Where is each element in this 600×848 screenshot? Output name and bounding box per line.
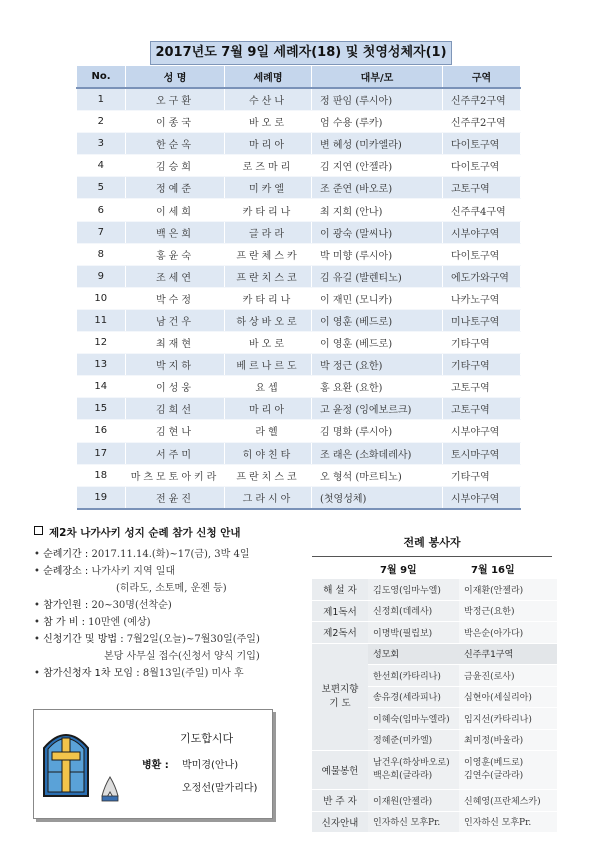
- table-cell: 김승희: [126, 155, 225, 177]
- col-no: No.: [77, 66, 126, 88]
- table-cell: 다이토구역: [443, 243, 521, 265]
- baptism-table: [76, 66, 521, 510]
- table-cell: 9: [77, 265, 126, 287]
- table-cell: 고 윤정 (잉에보르크): [312, 398, 443, 420]
- table-cell: 3: [77, 133, 126, 155]
- table-cell: 전윤진: [126, 486, 225, 509]
- table-cell: 10: [77, 287, 126, 309]
- service-row-intercession: 정혜준(미카엘) 최미정(바울라): [312, 729, 557, 751]
- notice-apply: • 신청기간 및 방법 : 7월2일(오늘)~7월30일(주일): [34, 634, 260, 645]
- table-cell: 박 정근 (요한): [312, 354, 443, 376]
- service-header: [312, 557, 557, 579]
- service-col-2: 7월 16일: [471, 564, 515, 576]
- col-godparent: 대부/모: [312, 66, 443, 88]
- table-cell: 16: [77, 420, 126, 442]
- service-row-intercession: 한선희(카타리나) 금윤진(로사): [312, 665, 557, 687]
- table-cell: 그라시아: [225, 486, 312, 509]
- prayer-person-1: 박미경(안나): [182, 760, 239, 771]
- table-cell: 최 지희 (안나): [312, 199, 443, 221]
- table-cell: 기타구역: [443, 332, 521, 354]
- service-row-guide: 신자안내 인자하신 모후Pr. 인자하신 모후Pr.: [312, 811, 557, 833]
- notice-people: • 참가인원 : 20~30명(선착순): [34, 600, 172, 611]
- table-cell: 미나토구역: [443, 309, 521, 331]
- table-cell: 시부야구역: [443, 486, 521, 509]
- table-cell: 기타구역: [443, 464, 521, 486]
- table-row: [77, 221, 521, 243]
- table-cell: 마리아: [225, 398, 312, 420]
- table-header: [77, 66, 521, 88]
- table-row: [77, 155, 521, 177]
- prayer-title: 기도합시다: [180, 732, 234, 745]
- table-cell: 박지하: [126, 354, 225, 376]
- table-cell: 이세희: [126, 199, 225, 221]
- table-row: [77, 265, 521, 287]
- table-cell: 홍 요환 (요한): [312, 376, 443, 398]
- service-row-reader1: 제1독서 신정희(데레사) 박정근(요한): [312, 600, 557, 622]
- table-cell: 이 광숙 (말씨나): [312, 221, 443, 243]
- table-row: [77, 133, 521, 155]
- table-cell: 글라라: [225, 221, 312, 243]
- table-cell: 정 판임 (루시아): [312, 88, 443, 111]
- table-cell: 2: [77, 111, 126, 133]
- table-cell: 6: [77, 199, 126, 221]
- service-row-commentator: 해 설 자 김도영(임마누엘) 이재환(안젤라): [312, 579, 557, 600]
- table-row: [77, 199, 521, 221]
- table-cell: 시부야구역: [443, 221, 521, 243]
- praying-hands-icon: [96, 774, 124, 802]
- table-cell: 서주미: [126, 442, 225, 464]
- service-row-offering: 예물봉헌 남건우(하상바오로) 백은희(글라라) 이영훈(베드로) 김연수(글라라): [312, 751, 557, 790]
- table-cell: 히야친타: [225, 442, 312, 464]
- table-cell: 요셉: [225, 376, 312, 398]
- table-cell: 14: [77, 376, 126, 398]
- table-cell: 백은희: [126, 221, 225, 243]
- table-cell: 박수정: [126, 287, 225, 309]
- table-cell: 프란치스코: [225, 265, 312, 287]
- table-cell: 다이토구역: [443, 133, 521, 155]
- stained-glass-cross-icon: [42, 722, 90, 798]
- table-cell: 고토구역: [443, 177, 521, 199]
- table-cell: 고토구역: [443, 376, 521, 398]
- table-cell: 고토구역: [443, 398, 521, 420]
- table-cell: 13: [77, 354, 126, 376]
- table-cell: 김 명화 (루시아): [312, 420, 443, 442]
- table-row: [77, 332, 521, 354]
- pilgrimage-notice: [34, 525, 304, 682]
- table-cell: 조세연: [126, 265, 225, 287]
- col-name: 성 명: [126, 66, 225, 88]
- table-cell: 15: [77, 398, 126, 420]
- table-cell: 시부야구역: [443, 420, 521, 442]
- checkbox-square-icon: [34, 526, 43, 535]
- service-row-intercession: 송유경(세라피나) 심현아(세실리아): [312, 686, 557, 708]
- page-title: 2017년도 7월 9일 세례자(18) 및 첫영성체자(1): [150, 41, 452, 65]
- col-baptismal-name: 세례명: [225, 66, 312, 88]
- table-cell: 조 래은 (소화데레사): [312, 442, 443, 464]
- notice-meeting: • 참가신청자 1차 모임 : 8월13일(주일) 미사 후: [34, 668, 244, 679]
- table-cell: 변 혜성 (미카엘라): [312, 133, 443, 155]
- table-cell: 다이토구역: [443, 155, 521, 177]
- table-row: [77, 464, 521, 486]
- table-cell: 엄 수용 (루카): [312, 111, 443, 133]
- table-cell: 이 재민 (모니카): [312, 287, 443, 309]
- table-cell: 이성웅: [126, 376, 225, 398]
- service-title: 전례 봉사자: [312, 534, 552, 557]
- table-row: [77, 398, 521, 420]
- table-cell: 바오로: [225, 332, 312, 354]
- table-cell: 김현나: [126, 420, 225, 442]
- table-cell: 베르나르도: [225, 354, 312, 376]
- table-cell: 18: [77, 464, 126, 486]
- table-cell: 토시마구역: [443, 442, 521, 464]
- service-row-intercession: 이혜숙(임마누엘라) 임지선(카타리나): [312, 708, 557, 730]
- table-cell: 신주쿠2구역: [443, 111, 521, 133]
- table-cell: 하상바오로: [225, 309, 312, 331]
- service-col-1: 7월 9일: [380, 564, 417, 576]
- table-cell: 카타리나: [225, 287, 312, 309]
- table-cell: 프란치스코: [225, 464, 312, 486]
- table-cell: 조 준연 (바오로): [312, 177, 443, 199]
- table-cell: 5: [77, 177, 126, 199]
- table-cell: 남건우: [126, 309, 225, 331]
- table-row: [77, 309, 521, 331]
- table-cell: 이 영훈 (베드로): [312, 309, 443, 331]
- table-cell: 홍윤숙: [126, 243, 225, 265]
- table-cell: 마리아: [225, 133, 312, 155]
- table-cell: 1: [77, 88, 126, 111]
- notice-period: • 순례기간 : 2017.11.14.(화)~17(금), 3박 4일: [34, 549, 250, 560]
- notice-place-sub: (히라도, 소토메, 운젠 등): [116, 583, 227, 594]
- service-row-organist: 반 주 자 이재원(안젤라) 신혜영(프란체스카): [312, 790, 557, 812]
- table-cell: 바오로: [225, 111, 312, 133]
- table-cell: 로즈마리: [225, 155, 312, 177]
- table-cell: 7: [77, 221, 126, 243]
- table-cell: 12: [77, 332, 126, 354]
- table-cell: 4: [77, 155, 126, 177]
- service-row-intercession-group: 보편지향 기 도 성모회 신주쿠1구역: [312, 643, 557, 665]
- prayer-person-2: 오정선(말가리다): [182, 783, 258, 794]
- table-cell: 프란체스카: [225, 243, 312, 265]
- table-cell: 박 미향 (루시아): [312, 243, 443, 265]
- table-cell: 김 유길 (발렌티노): [312, 265, 443, 287]
- notice-place: • 순례장소 : 나가사키 지역 일대: [34, 566, 176, 577]
- prayer-label: 병환 :: [142, 760, 169, 771]
- table-cell: 미카엘: [225, 177, 312, 199]
- prayer-box: [33, 709, 273, 819]
- table-cell: 정예준: [126, 177, 225, 199]
- table-row: [77, 376, 521, 398]
- table-row: [77, 243, 521, 265]
- service-row-reader2: 제2독서 이명박(필립보) 박은순(아가다): [312, 622, 557, 644]
- table-row: [77, 354, 521, 376]
- table-cell: 오구환: [126, 88, 225, 111]
- table-row: [77, 88, 521, 111]
- table-cell: 라헬: [225, 420, 312, 442]
- col-district: 구역: [443, 66, 521, 88]
- table-cell: 17: [77, 442, 126, 464]
- notice-fee: • 참 가 비 : 10만엔 (예상): [34, 617, 151, 628]
- table-cell: 에도가와구역: [443, 265, 521, 287]
- notice-apply-sub: 본당 사무실 접수(신청서 양식 기입): [104, 651, 260, 662]
- table-row: [77, 420, 521, 442]
- table-cell: 이종국: [126, 111, 225, 133]
- table-cell: 김희선: [126, 398, 225, 420]
- table-row: [77, 111, 521, 133]
- table-cell: 신주쿠4구역: [443, 199, 521, 221]
- table-cell: 이 영훈 (베드로): [312, 332, 443, 354]
- table-row: [77, 486, 521, 509]
- table-row: [77, 442, 521, 464]
- table-cell: 최재현: [126, 332, 225, 354]
- table-cell: 오 형석 (마르티노): [312, 464, 443, 486]
- table-cell: (첫영성체): [312, 486, 443, 509]
- notice-heading: 제2차 나가사키 성지 순례 참가 신청 안내: [34, 525, 304, 540]
- service-table: [312, 557, 557, 833]
- table-cell: 나카노구역: [443, 287, 521, 309]
- table-cell: 수산나: [225, 88, 312, 111]
- table-cell: 기타구역: [443, 354, 521, 376]
- table-cell: 마츠모토아키라: [126, 464, 225, 486]
- table-cell: 11: [77, 309, 126, 331]
- table-cell: 8: [77, 243, 126, 265]
- table-row: [77, 177, 521, 199]
- table-cell: 한순옥: [126, 133, 225, 155]
- table-cell: 김 지연 (안젤라): [312, 155, 443, 177]
- table-cell: 신주쿠2구역: [443, 88, 521, 111]
- table-cell: 19: [77, 486, 126, 509]
- table-cell: 카타리나: [225, 199, 312, 221]
- table-row: [77, 287, 521, 309]
